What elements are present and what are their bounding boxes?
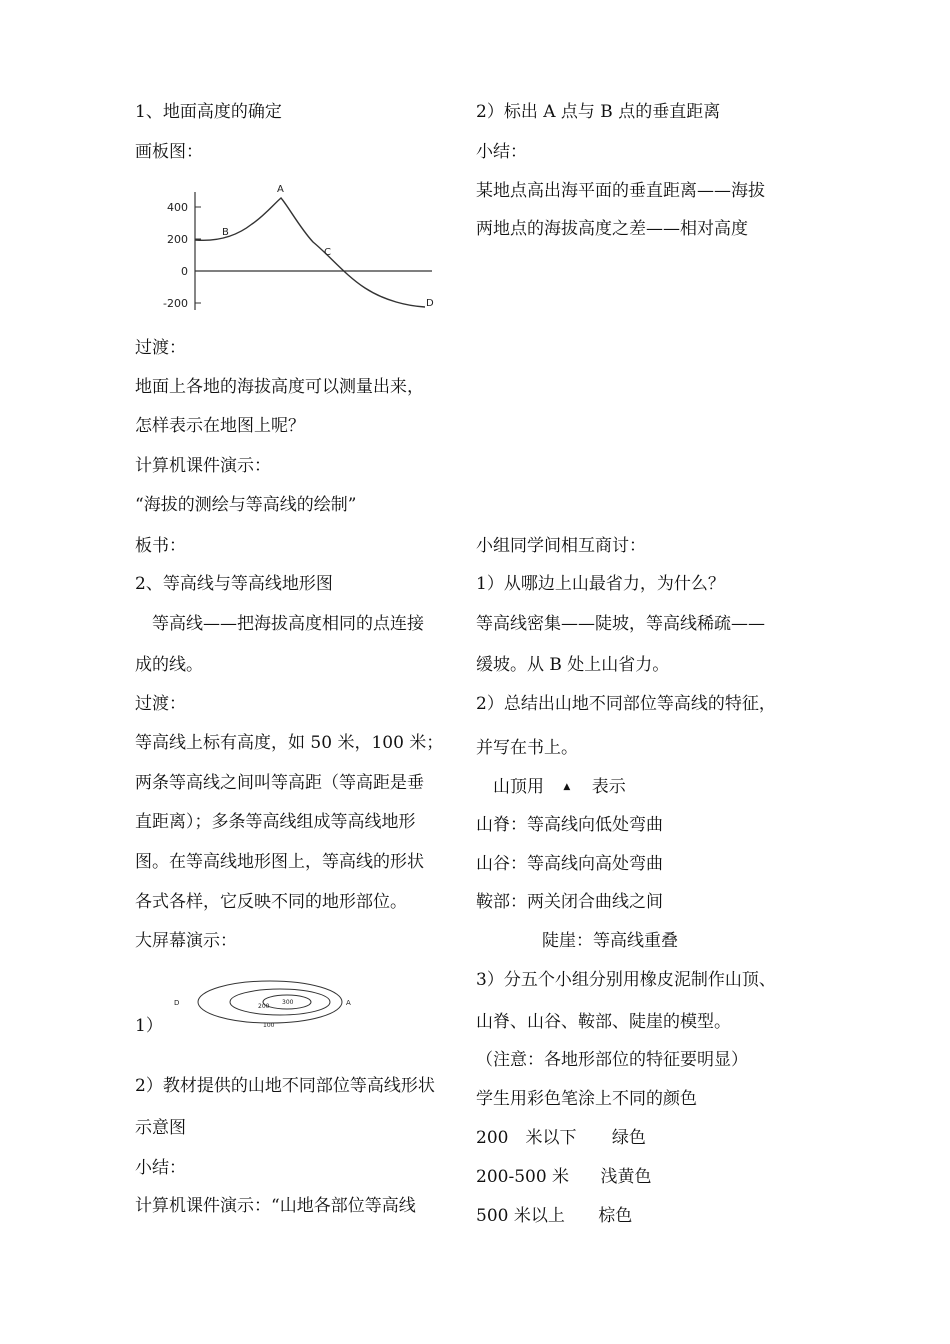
paragraph-line2: 两条等高线之间叫等高距（等高距是垂 [135, 773, 424, 793]
band1-color: 绿色 [611, 1128, 646, 1148]
contour-map-figure [170, 975, 370, 1037]
transition1-line1: 地面上各地的海拔高度可以测量出来， [135, 377, 424, 397]
item2-line2: 示意图 [135, 1118, 186, 1138]
elevation-profile-chart [160, 180, 460, 315]
point-label-a: A [277, 184, 284, 195]
band3-row [476, 1205, 632, 1227]
valley-line: 山谷：等高线向高处弯曲 [476, 854, 663, 874]
band2-range: 200-500 米 [476, 1167, 570, 1187]
summary-line1: 某地点高出海平面的垂直距离——海拔 [476, 181, 765, 201]
peak-triangle-icon: ▲ [563, 782, 571, 792]
y-tick-label-400: 400 [167, 201, 188, 214]
band1-range: 200 米以下 [476, 1128, 577, 1148]
contour-line-100 [198, 981, 342, 1023]
summary-line2: 两地点的海拔高度之差——相对高度 [476, 219, 748, 239]
transition1-label: 过渡： [135, 338, 186, 358]
point-label-c: C [324, 247, 331, 258]
paragraph-line1: 等高线上标有高度，如 50 米，100 米； [135, 733, 444, 753]
answer1-line1: 等高线密集——陡坡，等高线稀疏—— [476, 614, 765, 634]
section1-title: 1、地面高度的确定 [135, 102, 282, 122]
y-tick-label-0: 0 [181, 265, 188, 278]
summary2-label: 小结： [135, 1158, 186, 1178]
y-tick-label-minus200: -200 [163, 297, 188, 310]
paragraph-line4: 图。在等高线地形图上，等高线的形状 [135, 852, 424, 872]
contour-label-a: A [346, 999, 351, 1007]
transition1-line2: 怎样表示在地图上呢？ [135, 416, 305, 436]
contour-definition-line2: 成的线。 [135, 655, 203, 675]
peak-prefix: 山顶用 [476, 777, 544, 797]
summary-label: 小结： [476, 142, 527, 162]
band2-row [476, 1166, 651, 1188]
question2-line2: 并写在书上。 [476, 738, 578, 758]
contour-label-300: 300 [282, 999, 294, 1006]
elevation-profile-line [195, 198, 425, 307]
band1-row [476, 1127, 646, 1149]
board-writing-label: 板书： [135, 536, 186, 556]
contour-line-200 [230, 989, 330, 1015]
transition2-label: 过渡： [135, 694, 186, 714]
y-tick-label-200: 200 [167, 233, 188, 246]
contour-label-100: 100 [263, 1022, 275, 1029]
question3-line2: 山脊、山谷、鞍部、陡崖的模型。 [476, 1012, 731, 1032]
peak-line [476, 776, 626, 798]
paragraph-line5: 各式各样，它反映不同的地形部位。 [135, 892, 407, 912]
note-line: （注意：各地形部位的特征要明显） [476, 1050, 748, 1070]
section2-title: 2、等高线与等高线地形图 [135, 574, 333, 594]
contour-label-d: D [174, 999, 180, 1007]
item2-line1: 2）教材提供的山地不同部位等高线形状 [135, 1076, 435, 1096]
contour-definition-line1: 等高线——把海拔高度相同的点连接 [135, 614, 424, 634]
question1: 1）从哪边上山最省力，为什么？ [476, 574, 725, 594]
courseware1-title: “海拔的测绘与等高线的绘制” [135, 495, 357, 515]
group-discussion-label: 小组同学间相互商讨： [476, 536, 646, 556]
point-label-d: D [426, 298, 434, 309]
answer1-line2: 缓坡。从 B 处上山省力。 [476, 655, 670, 675]
courseware1-label: 计算机课件演示： [135, 456, 271, 476]
board-label: 画板图： [135, 142, 203, 162]
courseware2-line: 计算机课件演示：“山地各部位等高线 [135, 1196, 416, 1216]
question2-line1: 2）总结出山地不同部位等高线的特征， [476, 694, 776, 714]
band3-range: 500 米以上 [476, 1206, 565, 1226]
band2-color: 浅黄色 [600, 1167, 652, 1187]
contour-label-200: 200 [258, 1003, 270, 1010]
peak-suffix: 表示 [591, 777, 626, 797]
cliff-line: 陡崖：等高线重叠 [542, 931, 678, 951]
paragraph-line3: 直距离）；多条等高线组成等高线地形 [135, 812, 416, 832]
point-label-b: B [222, 227, 229, 238]
band3-color: 棕色 [598, 1206, 633, 1226]
color-intro: 学生用彩色笔涂上不同的颜色 [476, 1089, 697, 1109]
item1-label: 1） [135, 1016, 163, 1036]
saddle-line: 鞍部：两关闭合曲线之间 [476, 892, 663, 912]
question3-line1: 3）分五个小组分别用橡皮泥制作山顶、 [476, 970, 776, 990]
ridge-line: 山脊：等高线向低处弯曲 [476, 815, 663, 835]
task2-text: 2）标出 A 点与 B 点的垂直距离 [476, 102, 721, 122]
screen-demo-label: 大屏幕演示： [135, 931, 237, 951]
